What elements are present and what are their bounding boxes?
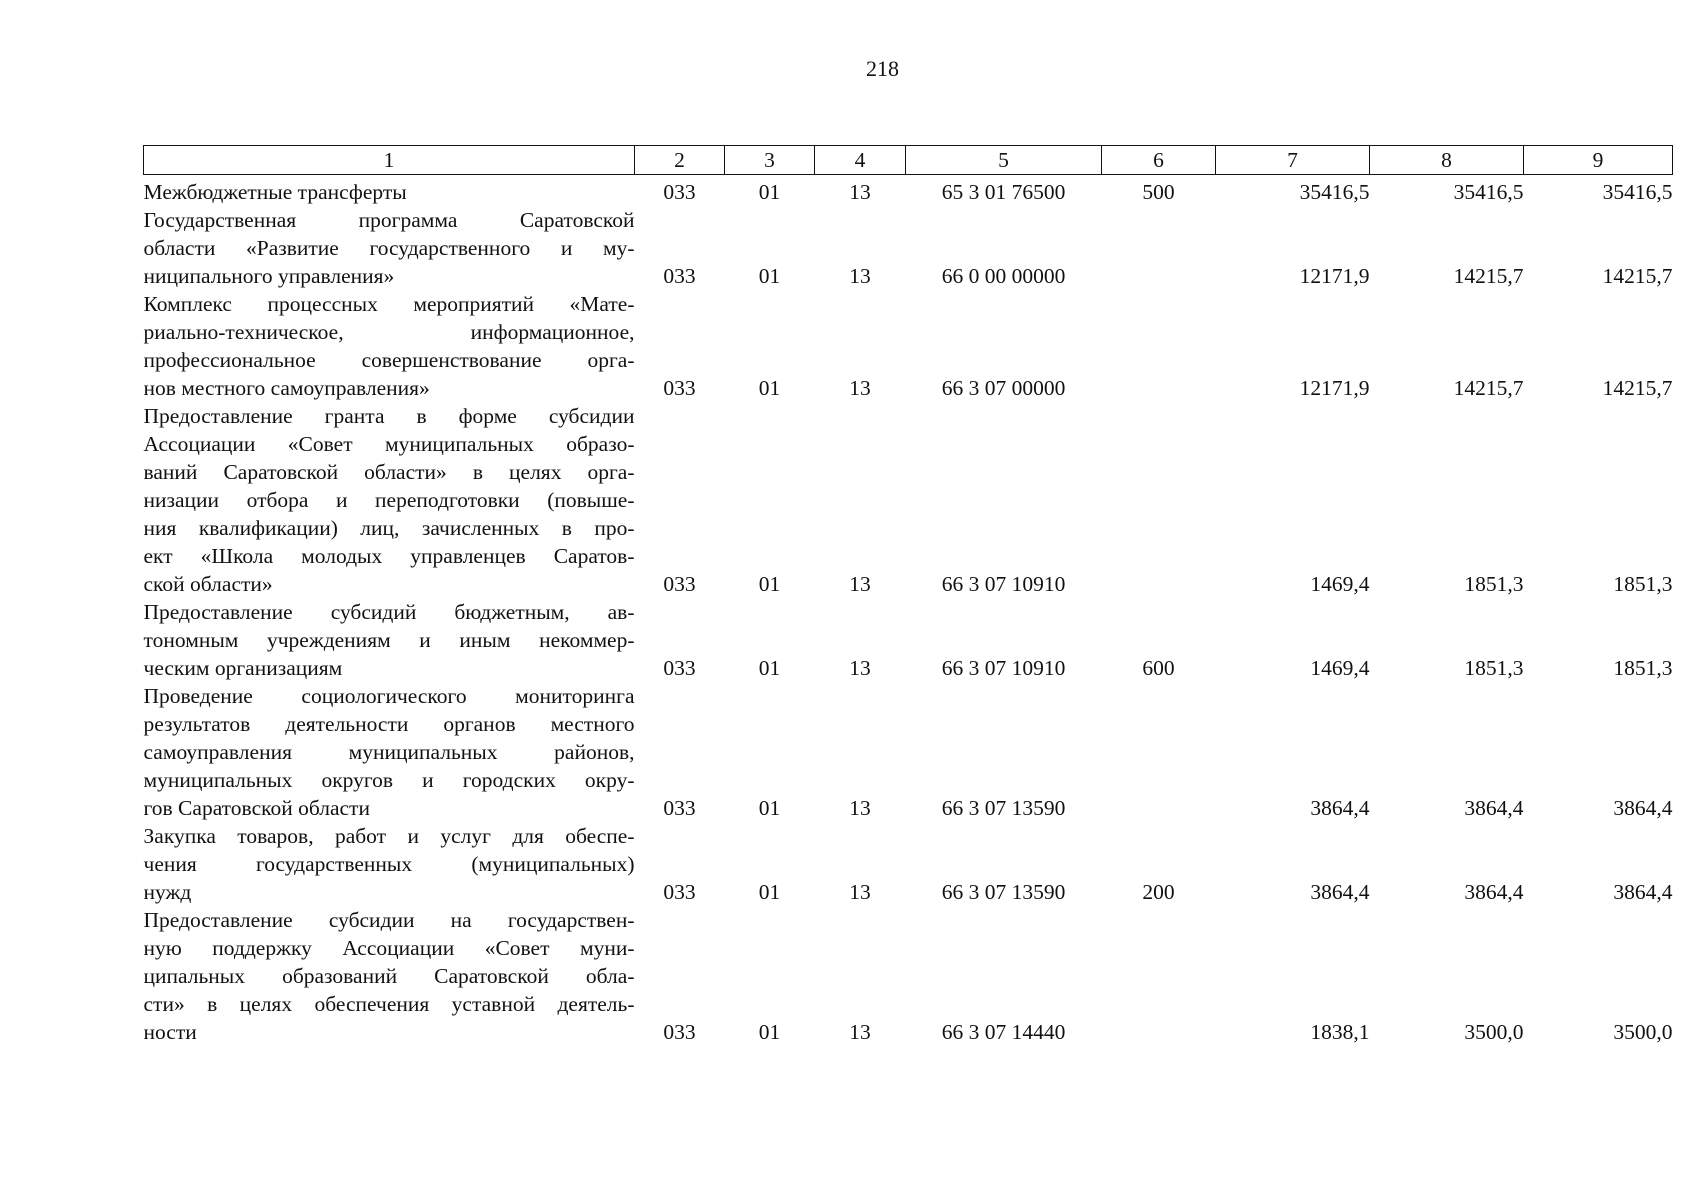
cell-col6: 600 bbox=[1142, 656, 1175, 680]
cell-col2: 033 bbox=[663, 572, 696, 596]
cell-col7: 35416,5 bbox=[1299, 180, 1370, 204]
header-cell-4: 4 bbox=[815, 146, 906, 175]
cell-col5: 66 3 07 00000 bbox=[941, 376, 1066, 400]
cell-col7: 3864,4 bbox=[1310, 880, 1370, 904]
description-line: ект «Школа молодых управленцев Саратов- bbox=[143, 544, 635, 568]
description-line: Предоставление субсидий бюджетным, ав- bbox=[143, 600, 635, 624]
cell-col4: 13 bbox=[849, 180, 871, 204]
cell-col9: 3500,0 bbox=[1613, 1020, 1673, 1044]
cell-col9: 1851,3 bbox=[1613, 572, 1673, 596]
cell-col2: 033 bbox=[663, 656, 696, 680]
description-line: сти» в целях обеспечения уставной деятель- bbox=[143, 992, 635, 1016]
cell-col4: 13 bbox=[849, 880, 871, 904]
cell-col3: 01 bbox=[758, 880, 781, 904]
description-line: ниципального управления» bbox=[143, 264, 395, 288]
cell-col7: 3864,4 bbox=[1310, 796, 1370, 820]
cell-col4: 13 bbox=[849, 1020, 871, 1044]
cell-col9: 1851,3 bbox=[1613, 656, 1673, 680]
cell-col2: 033 bbox=[663, 180, 696, 204]
header-cell-3: 3 bbox=[725, 146, 815, 175]
description-line: ческим организациям bbox=[143, 656, 343, 680]
description-line: области «Развитие государственного и му- bbox=[143, 236, 635, 260]
cell-col8: 14215,7 bbox=[1453, 376, 1524, 400]
cell-col9: 35416,5 bbox=[1602, 180, 1673, 204]
budget-table bbox=[143, 145, 1673, 1046]
description-line: ности bbox=[143, 1020, 197, 1044]
description-line: ской области» bbox=[143, 572, 273, 596]
cell-col5: 66 3 07 14440 bbox=[941, 1020, 1066, 1044]
cell-col7: 1838,1 bbox=[1310, 1020, 1370, 1044]
cell-col8: 35416,5 bbox=[1453, 180, 1524, 204]
cell-col2: 033 bbox=[663, 264, 696, 288]
cell-col4: 13 bbox=[849, 796, 871, 820]
cell-col6 bbox=[1102, 682, 1216, 822]
row-description bbox=[144, 206, 635, 290]
row-description bbox=[144, 402, 635, 598]
cell-col4: 13 bbox=[849, 376, 871, 400]
description-line: муниципальных округов и городских окру- bbox=[143, 768, 635, 792]
cell-col3: 01 bbox=[758, 656, 781, 680]
cell-col9: 14215,7 bbox=[1602, 376, 1673, 400]
row-description bbox=[144, 906, 635, 1046]
cell-col6: 500 bbox=[1142, 180, 1175, 204]
table-row bbox=[144, 402, 1673, 598]
header-cell-2: 2 bbox=[635, 146, 725, 175]
cell-col5: 66 3 07 10910 bbox=[941, 656, 1066, 680]
cell-col9: 3864,4 bbox=[1613, 880, 1673, 904]
cell-col3: 01 bbox=[758, 796, 781, 820]
description-line: Закупка товаров, работ и услуг для обеспе- bbox=[143, 824, 635, 848]
table-header bbox=[144, 146, 1673, 175]
cell-col3: 01 bbox=[758, 1020, 781, 1044]
description-line: результатов деятельности органов местного bbox=[143, 712, 635, 736]
cell-col4: 13 bbox=[849, 656, 871, 680]
description-line: Ассоциации «Совет муниципальных образо- bbox=[143, 432, 635, 456]
header-cell-7: 7 bbox=[1216, 146, 1370, 175]
cell-col5: 65 3 01 76500 bbox=[941, 180, 1066, 204]
description-line: Предоставление субсидии на государствен- bbox=[143, 908, 635, 932]
cell-col8: 1851,3 bbox=[1464, 656, 1524, 680]
page-number: 218 bbox=[866, 56, 899, 81]
cell-col3: 01 bbox=[758, 376, 781, 400]
row-description bbox=[144, 598, 635, 682]
cell-col2: 033 bbox=[663, 880, 696, 904]
table-row bbox=[144, 598, 1673, 682]
cell-col7: 1469,4 bbox=[1310, 656, 1370, 680]
header-cell-8: 8 bbox=[1370, 146, 1524, 175]
table-row bbox=[144, 290, 1673, 402]
cell-col5: 66 0 00 00000 bbox=[941, 264, 1066, 288]
cell-col2: 033 bbox=[663, 796, 696, 820]
cell-col6 bbox=[1102, 290, 1216, 402]
cell-col7: 1469,4 bbox=[1310, 572, 1370, 596]
row-description bbox=[144, 290, 635, 402]
header-row bbox=[144, 146, 1673, 175]
table-row bbox=[144, 682, 1673, 822]
cell-col8: 1851,3 bbox=[1464, 572, 1524, 596]
cell-col2: 033 bbox=[663, 1020, 696, 1044]
table-body bbox=[144, 175, 1673, 1047]
description-line: ния квалификации) лиц, зачисленных в про- bbox=[143, 516, 635, 540]
cell-col6: 200 bbox=[1142, 880, 1175, 904]
header-cell-6: 6 bbox=[1102, 146, 1216, 175]
cell-col9: 14215,7 bbox=[1602, 264, 1673, 288]
table-row bbox=[144, 206, 1673, 290]
cell-col3: 01 bbox=[758, 264, 781, 288]
description-line: чения государственных (муниципальных) bbox=[143, 852, 635, 876]
description-line: низации отбора и переподготовки (повыше- bbox=[143, 488, 635, 512]
table-row bbox=[144, 906, 1673, 1046]
description-line: нов местного самоуправления» bbox=[143, 376, 430, 400]
cell-col2: 033 bbox=[663, 376, 696, 400]
description-line: Комплекс процессных мероприятий «Мате- bbox=[143, 292, 635, 316]
header-cell-9: 9 bbox=[1524, 146, 1673, 175]
cell-col7: 12171,9 bbox=[1299, 376, 1370, 400]
row-description bbox=[144, 175, 635, 207]
description-line: Предоставление гранта в форме субсидии bbox=[143, 404, 635, 428]
description-line: риально-техническое, информационное, bbox=[143, 320, 635, 344]
description-line: самоуправления муниципальных районов, bbox=[143, 740, 635, 764]
cell-col4: 13 bbox=[849, 264, 871, 288]
cell-col6 bbox=[1102, 906, 1216, 1046]
description-line: Государственная программа Саратовской bbox=[143, 208, 635, 232]
cell-col3: 01 bbox=[758, 180, 781, 204]
table-row bbox=[144, 822, 1673, 906]
cell-col6 bbox=[1102, 206, 1216, 290]
description-line: гов Саратовской области bbox=[143, 796, 370, 820]
cell-col3: 01 bbox=[758, 572, 781, 596]
row-description bbox=[144, 822, 635, 906]
row-description bbox=[144, 682, 635, 822]
cell-col5: 66 3 07 13590 bbox=[941, 880, 1066, 904]
cell-col4: 13 bbox=[849, 572, 871, 596]
header-cell-1: 1 bbox=[144, 146, 635, 175]
cell-col7: 12171,9 bbox=[1299, 264, 1370, 288]
cell-col9: 3864,4 bbox=[1613, 796, 1673, 820]
cell-col5: 66 3 07 10910 bbox=[941, 572, 1066, 596]
cell-col8: 3500,0 bbox=[1464, 1020, 1524, 1044]
description-line: тономным учреждениям и иным некоммер- bbox=[143, 628, 635, 652]
cell-col8: 3864,4 bbox=[1464, 880, 1524, 904]
description-line: ципальных образований Саратовской обла- bbox=[143, 964, 635, 988]
description-line: Проведение социологического мониторинга bbox=[143, 684, 635, 708]
cell-col6 bbox=[1102, 402, 1216, 598]
description-line: Межбюджетные трансферты bbox=[143, 180, 407, 204]
description-line: нужд bbox=[143, 880, 192, 904]
description-line: ваний Саратовской области» в целях орга- bbox=[143, 460, 635, 484]
description-line: профессиональное совершенствование орга- bbox=[143, 348, 635, 372]
description-line: ную поддержку Ассоциации «Совет муни- bbox=[143, 936, 635, 960]
table-row bbox=[144, 175, 1673, 207]
cell-col5: 66 3 07 13590 bbox=[941, 796, 1066, 820]
cell-col8: 3864,4 bbox=[1464, 796, 1524, 820]
header-cell-5: 5 bbox=[906, 146, 1102, 175]
cell-col8: 14215,7 bbox=[1453, 264, 1524, 288]
